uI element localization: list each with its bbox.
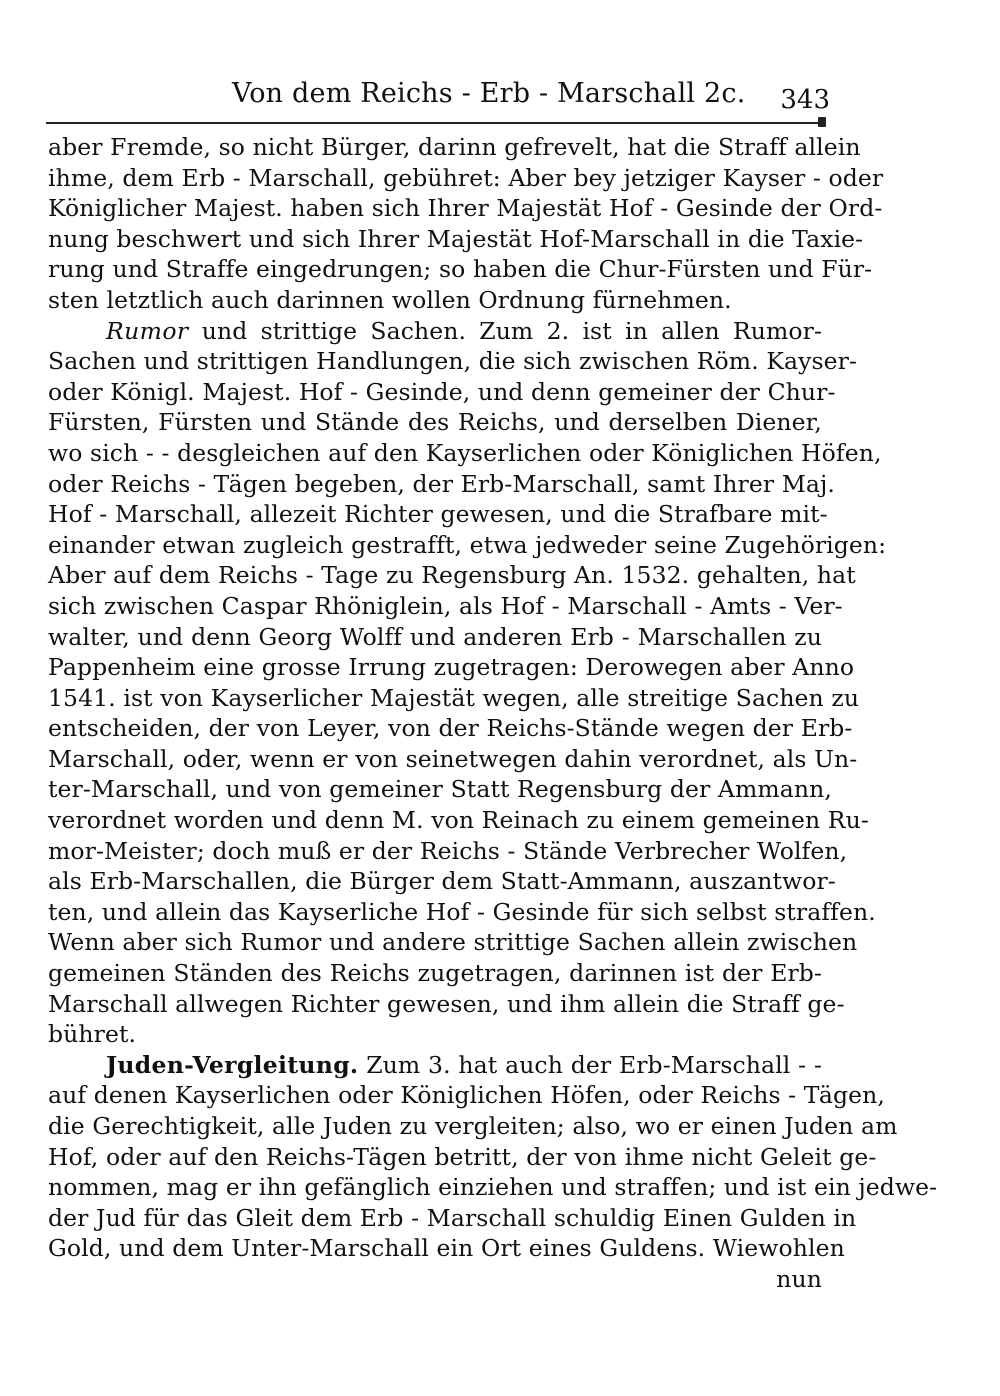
- text-line: aber Fremde, so nicht Bürger, darinn gefrevelt, hat die Straff allein: [48, 133, 861, 161]
- header-rule: [46, 122, 820, 124]
- paragraph-start-juden: [48, 1050, 822, 1081]
- text-line: oder Reichs - Tägen begeben, der Erb-Marschall, samt Ihrer Maj.: [48, 469, 835, 498]
- text-line: Fürsten, Fürsten und Stände des Reichs, und derselben Diener,: [48, 408, 822, 437]
- body-text: [48, 132, 938, 1382]
- text-line: nung beschwert und sich Ihrer Majestät Hof-Marschall in die Taxie-: [48, 224, 864, 253]
- text-line: sich zwischen Caspar Rhöniglein, als Hof - Marschall - Amts - Ver-: [48, 591, 843, 620]
- section-heading-rumor: Rumor: [106, 316, 189, 345]
- catchword: nun: [776, 1264, 822, 1293]
- paragraph-start-rumor: [48, 316, 822, 347]
- text-line: Sachen und strittigen Handlungen, die sich zwischen Röm. Kayser-: [48, 347, 858, 376]
- text-line: Königlicher Majest. haben sich Ihrer Majestät Hof - Gesinde der Ord-: [48, 194, 883, 223]
- text-line: nommen, mag er ihn gefänglich einziehen und straffen; und ist ein jedwe-: [48, 1173, 938, 1202]
- text-line: Gold, und dem Unter-Marschall ein Ort eines Guldens. Wiewohlen: [48, 1234, 845, 1263]
- text-line: Hof - Marschall, allezeit Richter gewesen, und die Strafbare mit-: [48, 500, 828, 529]
- text-line: mor-Meister; doch muß er der Reichs - Stände Verbrecher Wolfen,: [48, 836, 848, 865]
- text-line: Marschall allwegen Richter gewesen, und ihm allein die Straff ge-: [48, 989, 845, 1018]
- text-line: rung und Straffe eingedrungen; so haben die Chur-Fürsten und Für-: [48, 255, 873, 284]
- text-line: oder Königl. Majest. Hof - Gesinde, und denn gemeiner der Chur-: [48, 377, 836, 406]
- text-line: Pappenheim eine grosse Irrung zugetragen: Derowegen aber Anno: [48, 653, 855, 682]
- text-line: bühret.: [48, 1020, 137, 1049]
- running-title: Von dem Reichs - Erb - Marschall 2c.: [232, 78, 746, 109]
- text-line: Aber auf dem Reichs - Tage zu Regensburg An. 1532. gehalten, hat: [48, 561, 856, 590]
- text-line: Marschall, oder, wenn er von seinetwegen dahin verordnet, als Un-: [48, 744, 858, 773]
- text-line: der Jud für das Gleit dem Erb - Marschall schuldig Einen Gulden in: [48, 1203, 857, 1232]
- section-heading-juden: Juden-Vergleitung.: [106, 1050, 359, 1079]
- running-head: [0, 74, 1000, 118]
- page-number: 343: [780, 85, 830, 115]
- text-line: wo sich - - desgleichen auf den Kayserlichen oder Königlichen Höfen,: [48, 438, 882, 467]
- text-line: einander etwan zugleich gestrafft, etwa jedweder seine Zugehörigen:: [48, 530, 887, 559]
- text-line: die Gerechtigkeit, alle Juden zu vergleiten; also, wo er einen Juden am: [48, 1112, 898, 1140]
- text-line: ihme, dem Erb - Marschall, gebühret: Aber bey jetziger Kayser - oder: [48, 163, 884, 192]
- text-line: ten, und allein das Kayserliche Hof - Gesinde für sich selbst straffen.: [48, 897, 876, 926]
- text-line: sten letztlich auch darinnen wollen Ordnung fürnehmen.: [48, 285, 732, 314]
- text-line: Zum 3. hat auch der Erb-Marschall - -: [366, 1050, 822, 1079]
- text-line: 1541. ist von Kayserlicher Majestät wegen, alle streitige Sachen zu: [48, 683, 860, 712]
- header-rule-ornament: [818, 117, 826, 127]
- text-line: verordnet worden und denn M. von Reinach zu einem gemeinen Ru-: [48, 806, 869, 835]
- text-line: entscheiden, der von Leyer, von der Reichs-Stände wegen der Erb-: [48, 714, 853, 743]
- text-line: walter, und denn Georg Wolff und anderen Erb - Marschallen zu: [48, 622, 822, 651]
- text-line: ter-Marschall, und von gemeiner Statt Regensburg der Ammann,: [48, 775, 832, 804]
- text-line: Hof, oder auf den Reichs-Tägen betritt, der von ihme nicht Geleit ge-: [48, 1142, 877, 1171]
- text-line: gemeinen Ständen des Reichs zugetragen, darinnen ist der Erb-: [48, 959, 822, 988]
- text-line: als Erb-Marschallen, die Bürger dem Statt-Ammann, auszantwor-: [48, 867, 836, 896]
- text-line: auf denen Kayserlichen oder Königlichen Höfen, oder Reichs - Tägen,: [48, 1081, 885, 1110]
- text-line: und strittige Sachen. Zum 2. ist in allen Rumor-: [201, 316, 822, 345]
- text-line: Wenn aber sich Rumor und andere strittige Sachen allein zwischen: [48, 928, 858, 957]
